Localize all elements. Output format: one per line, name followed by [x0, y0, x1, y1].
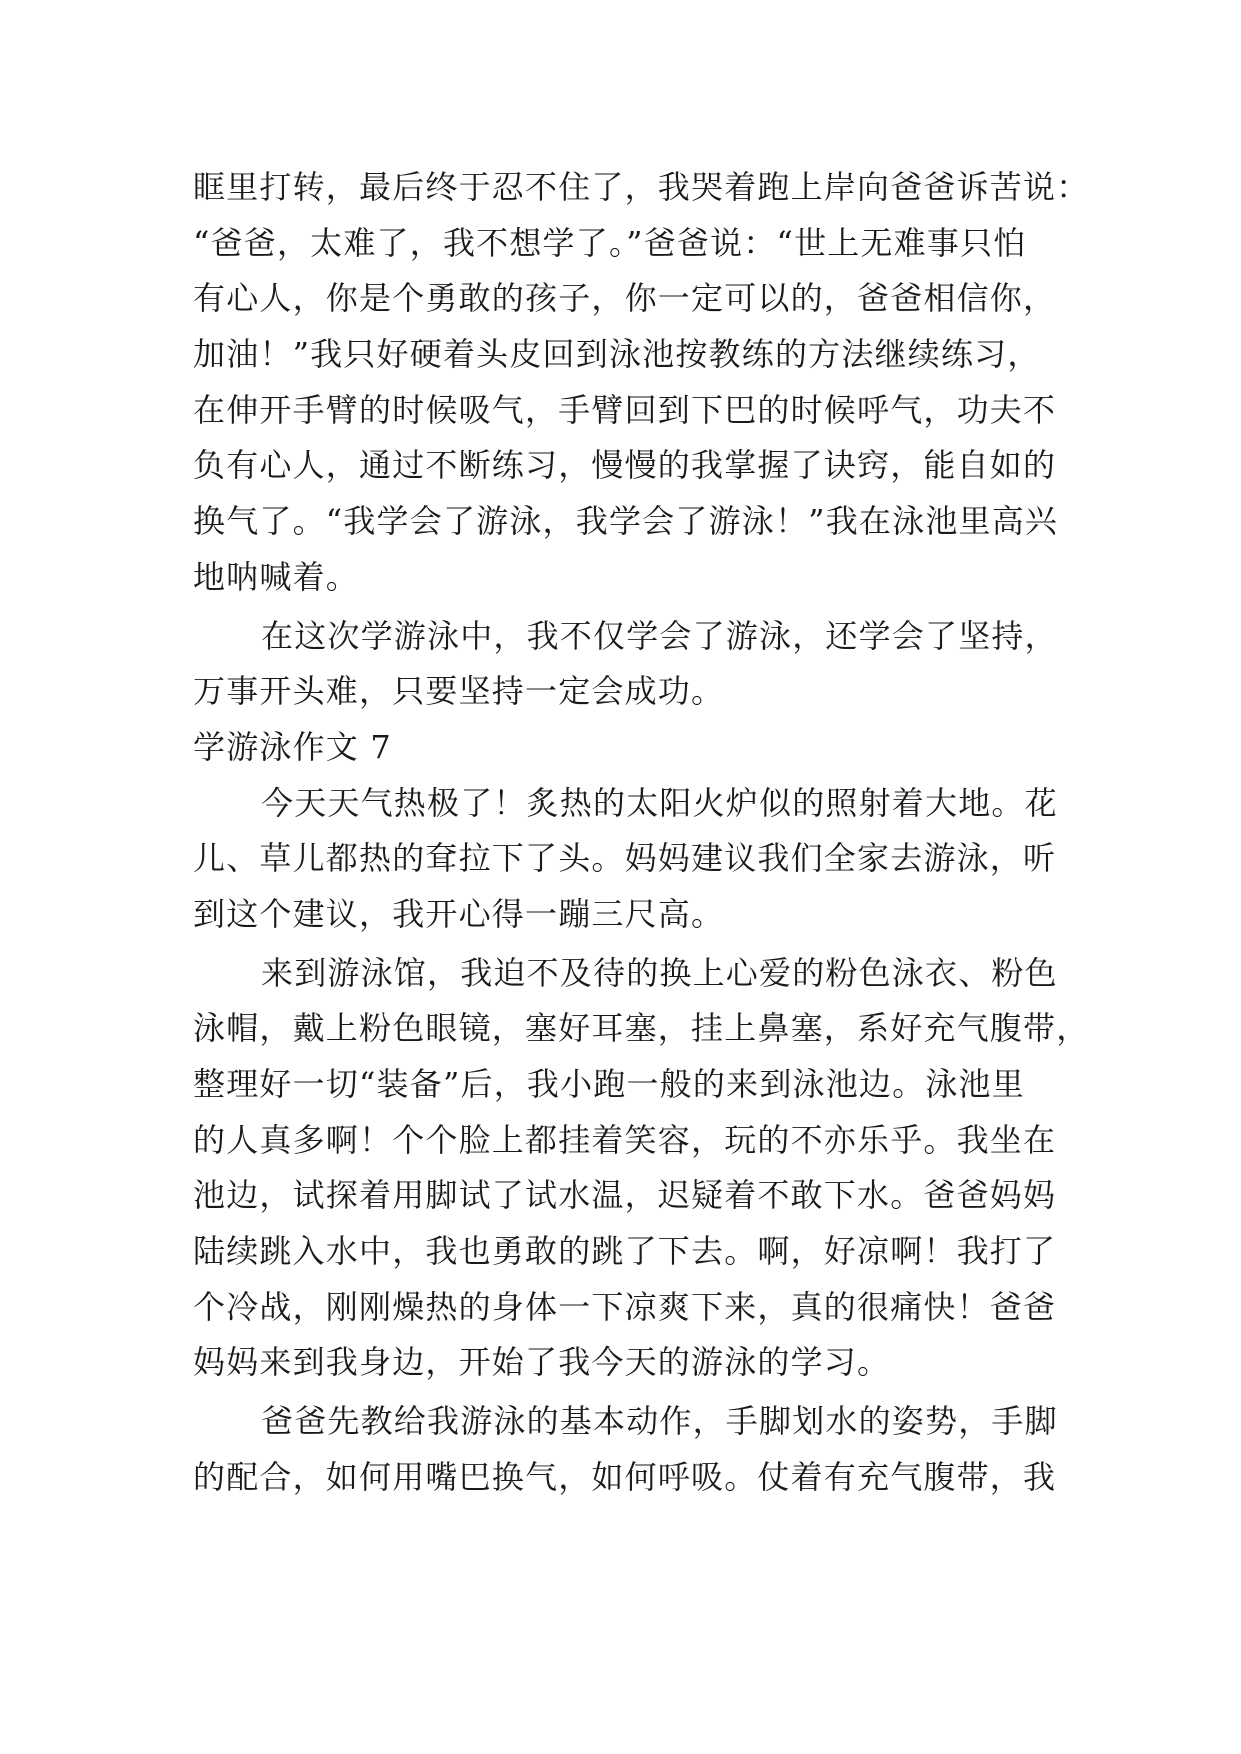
text-line: 万事开头难，只要坚持一定会成功。 — [193, 672, 725, 711]
text-line: 泳帽，戴上粉色眼镜，塞好耳塞，挂上鼻塞，系好充气腹带， — [193, 1009, 1090, 1048]
paragraph-start-line: 在这次学游泳中，我不仅学会了游泳，还学会了坚持， — [261, 616, 1058, 655]
text-line: 整理好一切“装备”后，我小跑一般的来到泳池边。泳池里 — [193, 1065, 1025, 1103]
text-line: “爸爸，太难了，我不想学了。”爸爸说：“世上无难事只怕 — [193, 223, 1027, 262]
text-line: 眶里打转，最后终于忍不住了，我哭着跑上岸向爸爸诉苦说： — [193, 168, 1090, 206]
text-line: 到这个建议，我开心得一蹦三尺高。 — [193, 894, 725, 933]
text-line: 的人真多啊！个个脸上都挂着笑容，玩的不亦乐乎。我坐在 — [193, 1120, 1057, 1159]
text-line: 儿、草儿都热的耷拉下了头。妈妈建议我们全家去游泳，听 — [193, 839, 1057, 878]
text-line: 有心人，你是个勇敢的孩子，你一定可以的，爸爸相信你， — [193, 279, 1057, 318]
paragraph-start-line: 来到游泳馆，我迫不及待的换上心爱的粉色泳衣、粉色 — [261, 953, 1058, 992]
text-line: 的配合，如何用嘴巴换气，如何呼吸。仗着有充气腹带，我 — [193, 1457, 1057, 1496]
text-line: 池边，试探着用脚试了试水温，迟疑着不敢下水。爸爸妈妈 — [193, 1176, 1057, 1215]
text-line: 妈妈来到我身边，开始了我今天的游泳的学习。 — [193, 1343, 891, 1382]
text-line: 加油！”我只好硬着头皮回到泳池按教练的方法继续练习， — [193, 335, 1041, 374]
text-line: 换气了。“我学会了游泳，我学会了游泳！”我在泳池里高兴 — [193, 502, 1059, 541]
paragraph-start-line: 爸爸先教给我游泳的基本动作，手脚划水的姿势，手脚 — [261, 1402, 1058, 1441]
text-line: 地呐喊着。 — [193, 557, 360, 596]
text-line: 个冷战，刚刚燥热的身体一下凉爽下来，真的很痛快！爸爸 — [193, 1287, 1057, 1326]
paragraph-start-line: 今天天气热极了！炙热的太阳火炉似的照射着大地。花 — [261, 783, 1058, 822]
text-line: 在伸开手臂的时候吸气，手臂回到下巴的时候呼气，功夫不 — [193, 390, 1057, 429]
text-line: 陆续跳入水中，我也勇敢的跳了下去。啊，好凉啊！我打了 — [193, 1232, 1057, 1271]
text-line: 负有心人，通过不断练习，慢慢的我掌握了诀窍，能自如的 — [193, 446, 1057, 485]
document-body — [193, 160, 1090, 1506]
section-heading: 学游泳作文 7 — [193, 727, 392, 766]
